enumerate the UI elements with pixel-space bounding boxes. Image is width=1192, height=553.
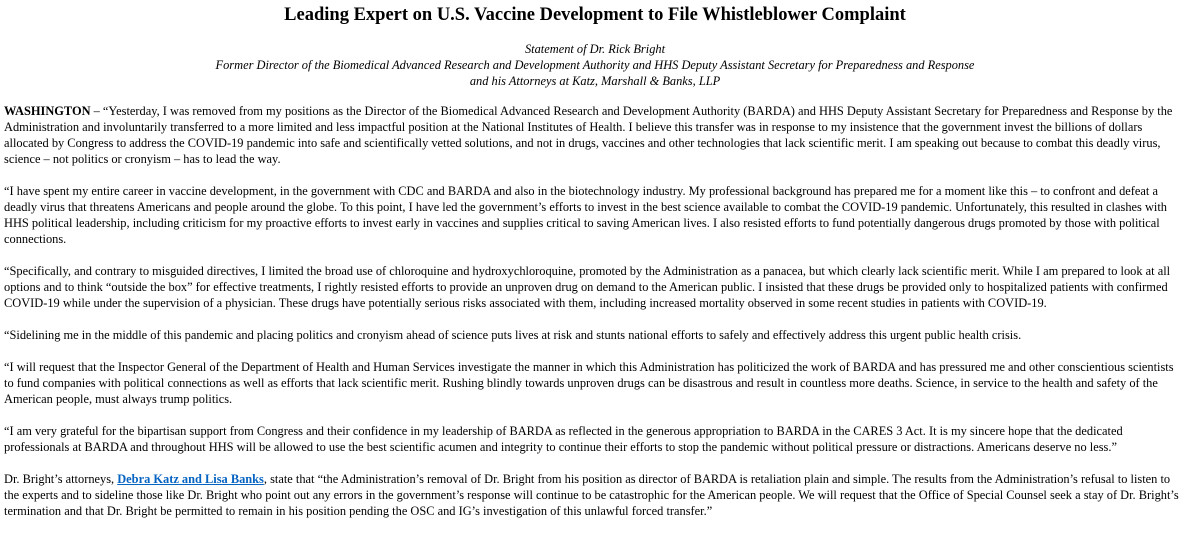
statement-line-1: Statement of Dr. Rick Bright bbox=[524, 42, 666, 56]
statement-byline bbox=[4, 41, 1186, 89]
paragraph-1-text: – “Yesterday, I was removed from my positions as the Director of the Biomedical Advanced Research and Development Authority (BARDA) and HHS Deputy Assistant Secretary for Preparedness and Response by the Administration and involuntarily transferred to a more limited and less impactful position at the National Institutes of Health. I believe this transfer was in response to my insistence that the government invest the billions of dollars allocated by Congress to address the COVID-19 pandemic into safe and scientifically vetted solutions, and not in drugs, vaccines and other technologies that lack scientific merit. I am speaking out because to combat this deadly virus, science – not politics or cronyism – has to lead the way. bbox=[4, 104, 1173, 166]
statement-line-3: and his Attorneys at Katz, Marshall & Banks, LLP bbox=[469, 74, 721, 88]
paragraph-3: “Specifically, and contrary to misguided directives, I limited the broad use of chloroquine and hydroxychloroquine, promoted by the Administration as a panacea, but which clearly lack scientific merit. While I am prepared to look at all options and to think “outside the box” for effective treatments, I rightly resisted efforts to provide an unproven drug on demand to the American public. I insisted that these drugs be provided only to hospitalized patients with confirmed COVID-19 while under the supervision of a physician. These drugs have potentially serious risks associated with them, including increased mortality observed in some recent studies in patients with COVID-19. bbox=[4, 264, 1171, 310]
statement-line-2: Former Director of the Biomedical Advanced Research and Development Authority and HHS Deputy Assistant Secretary for Preparedness and Response bbox=[215, 58, 975, 72]
paragraph-7 bbox=[4, 471, 1186, 519]
attorneys-link[interactable]: Debra Katz and Lisa Banks bbox=[117, 472, 264, 486]
paragraph-5: “I will request that the Inspector General of the Department of Health and Human Services investigate the manner in which this Administration has politicized the work of BARDA and has pressured me and other conscientious scientists to fund companies with political connections as well as efforts that lack scientific merit. Rushing blindly towards unproven drugs can be disastrous and result in countless more deaths. Science, in service to the health and safety of the American people, must always trump politics. bbox=[4, 360, 1174, 406]
paragraph-1 bbox=[4, 103, 1186, 167]
paragraph-7-after: , state that “the Administration’s removal of Dr. Bright from his position as director of BARDA is retaliation plain and simple. The results from the Administration’s refusal to listen to the experts and to sideline those like Dr. Bright who point out any errors in the government’s response will continue to be catastrophic for the American people. We will request that the Office of Special Counsel seek a stay of Dr. Bright’s termination and that Dr. Bright be permitted to remain in his position pending the OSC and IG’s investigation of this unlawful forced transfer.” bbox=[4, 472, 1179, 518]
paragraph-7-before: Dr. Bright’s attorneys, bbox=[4, 472, 118, 486]
paragraph-4: “Sidelining me in the middle of this pandemic and placing politics and cronyism ahead of science puts lives at risk and stunts national efforts to safely and effectively address this urgent public health crisis. bbox=[4, 328, 1022, 342]
paragraph-2: “I have spent my entire career in vaccine development, in the government with CDC and BARDA and also in the biotechnology industry. My professional background has prepared me for a moment like this – to confront and defeat a deadly virus that threatens Americans and people around the globe. To this point, I have led the government’s efforts to invest in the best science available to combat the COVID-19 pandemic. Unfortunately, this resulted in clashes with HHS political leadership, including criticism for my proactive efforts to invest early in vaccines and supplies critical to saving American lives. I also resisted efforts to fund potentially dangerous drugs promoted by those with political connections. bbox=[4, 184, 1167, 246]
document-title: Leading Expert on U.S. Vaccine Development to File Whistleblower Complaint bbox=[284, 5, 906, 25]
paragraph-6: “I am very grateful for the bipartisan support from Congress and their confidence in my leadership of BARDA as reflected in the generous appropriation to BARDA in the CARES 3 Act. It is my sincere hope that the dedicated professionals at BARDA and throughout HHS will be allowed to use the best scientific acumen and integrity to continue their efforts to stop the pandemic without political pressure or distractions. Americans deserve no less.” bbox=[4, 424, 1123, 454]
dateline: WASHINGTON bbox=[4, 104, 91, 118]
